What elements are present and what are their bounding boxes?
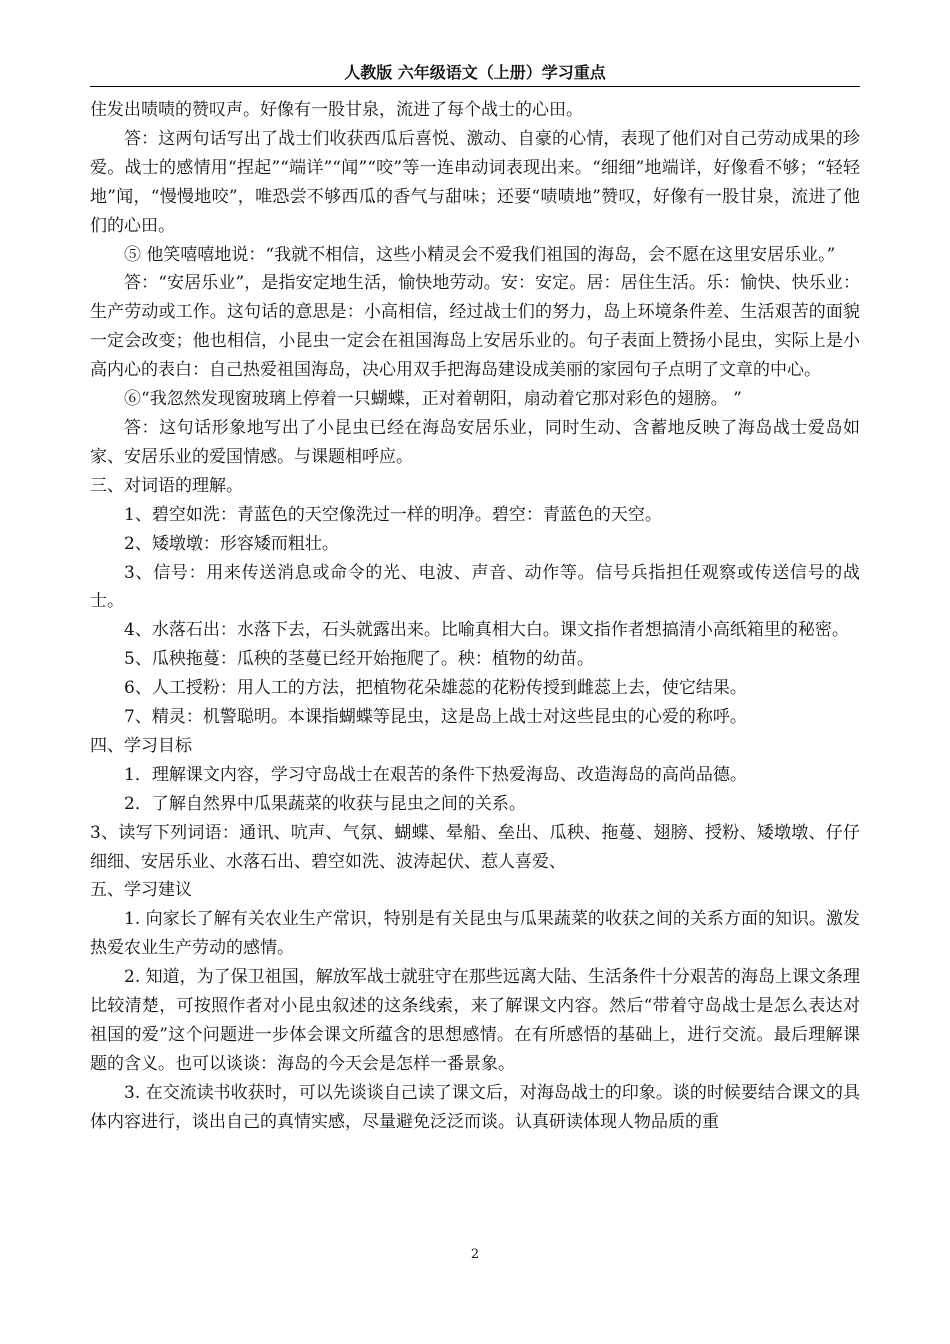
vocab-item: 4、水落石出：水落下去，石头就露出来。比喻真相大白。课文指作者想搞清小高纸箱里的秘密。 — [124, 620, 849, 641]
answer-paragraph: 答：“安居乐业”，是指安定地生活，愉快地劳动。安：安定。居：居住生活。乐：愉快、快乐业：生产劳动或工作。这句话的意思是：小高相信，经过战士们的努力，岛上环境条件差、生活艰苦的面貌一定会改变；他也相信，小昆虫一定会在祖国海岛上安居乐业的。句子表面上赞扬小昆虫，实际上是小高内心的表白：自己热爱祖国海岛，决心用双手把海岛建设成美丽的家园句子点明了文章的中心。 — [90, 273, 860, 381]
vocab-item: 3、信号：用来传送消息或命令的光、电波、声音、动作等。信号兵指担任观察或传送信号的战士。 — [90, 562, 860, 612]
answer-paragraph: 答：这句话形象地写出了小昆虫已经在海岛安居乐业，同时生动、含蓄地反映了海岛战士爱岛如家、安居乐业的爱国情感。与课题相呼应。 — [90, 417, 860, 467]
suggestion-item: 3. 在交流读书收获时，可以先谈谈自己读了课文后，对海岛战士的印象。谈的时候要结合课文的具体内容进行，谈出自己的真情实感，尽量避免泛泛而谈。认真研读体现人物品质的重 — [90, 1082, 860, 1132]
section-heading: 五、学习建议 — [90, 880, 192, 901]
section-heading: 三、对词语的理解。 — [90, 475, 243, 496]
vocab-item: 6、人工授粉：用人工的方法，把植物花朵雄蕊的花粉传授到雌蕊上去，使它结果。 — [124, 678, 747, 699]
goal-item: 2．了解自然界中瓜果蔬菜的收获与昆虫之间的关系。 — [124, 793, 526, 814]
page-number: 2 — [470, 1247, 480, 1262]
goal-item: 3、读写下列词语：通讯、吭声、气氛、蝴蝶、晕船、垒出、瓜秧、拖蔓、翅膀、授粉、矮墩墩、仔仔细细、安居乐业、水落石出、碧空如洗、波涛起伏、惹人喜爱、 — [90, 822, 860, 872]
goal-item: 1．理解课文内容，学习守岛战士在艰苦的条件下热爱海岛、改造海岛的高尚品德。 — [124, 764, 747, 785]
suggestion-item: 2. 知道，为了保卫祖国，解放军战士就驻守在那些远离大陆、生活条件十分艰苦的海岛上课文条理比较清楚，可按照作者对小昆虫叙述的这条线索，来了解课文内容。然后“带着守岛战士是怎么表达对祖国的爱”这个问题进一步体会课文所蕴含的思想感情。在有所感悟的基础上，进行交流。最后理解课题的含义。也可以谈谈：海岛的今天会是怎样一番景象。 — [90, 967, 860, 1074]
page-header: 人教版 六年级语文（上册）学习重点 — [344, 63, 606, 82]
section-heading: 四、学习目标 — [90, 735, 192, 756]
vocab-item: 2、矮墩墩：形容矮而粗壮。 — [124, 533, 339, 554]
suggestion-item: 1. 向家长了解有关农业生产常识，特别是有关昆虫与瓜果蔬菜的收获之间的关系方面的知识。激发热爱农业生产劳动的感情。 — [90, 909, 860, 959]
vocab-item: 7、精灵：机警聪明。本课指蝴蝶等昆虫，这是岛上战士对这些昆虫的心爱的称呼。 — [124, 707, 747, 728]
header-rule — [90, 86, 860, 87]
vocab-item: 1、碧空如洗：青蓝色的天空像洗过一样的明净。碧空：青蓝色的天空。 — [124, 504, 662, 525]
vocab-item: 5、瓜秧拖蔓：瓜秧的茎蔓已经开始拖爬了。秧：植物的幼苗。 — [124, 649, 594, 670]
paragraph: 住发出啧啧的赞叹声。好像有一股甘泉，流进了每个战士的心田。 — [90, 100, 583, 120]
quote-paragraph: ⑤ 他笑嘻嘻地说：“我就不相信，这些小精灵会不爱我们祖国的海岛，会不愿在这里安居乐业。” — [124, 244, 836, 265]
quote-paragraph: ⑥“我忽然发现窗玻璃上停着一只蝴蝶，正对着朝阳，扇动着它那对彩色的翅膀。 ” — [124, 389, 742, 410]
answer-paragraph: 答：这两句话写出了战士们收获西瓜后喜悦、激动、自豪的心情，表现了他们对自己劳动成果的珍爱。战士的感情用“捏起”“端详”“闻”“咬”等一连串动词表现出来。“细细”地端详，好像看不够；“轻轻地”闻，“慢慢地咬”，唯恐尝不够西瓜的香气与甜味；还要“啧啧地”赞叹，好像有一股甘泉，流进了他们的心田。 — [90, 128, 860, 236]
document-body — [90, 96, 860, 1137]
